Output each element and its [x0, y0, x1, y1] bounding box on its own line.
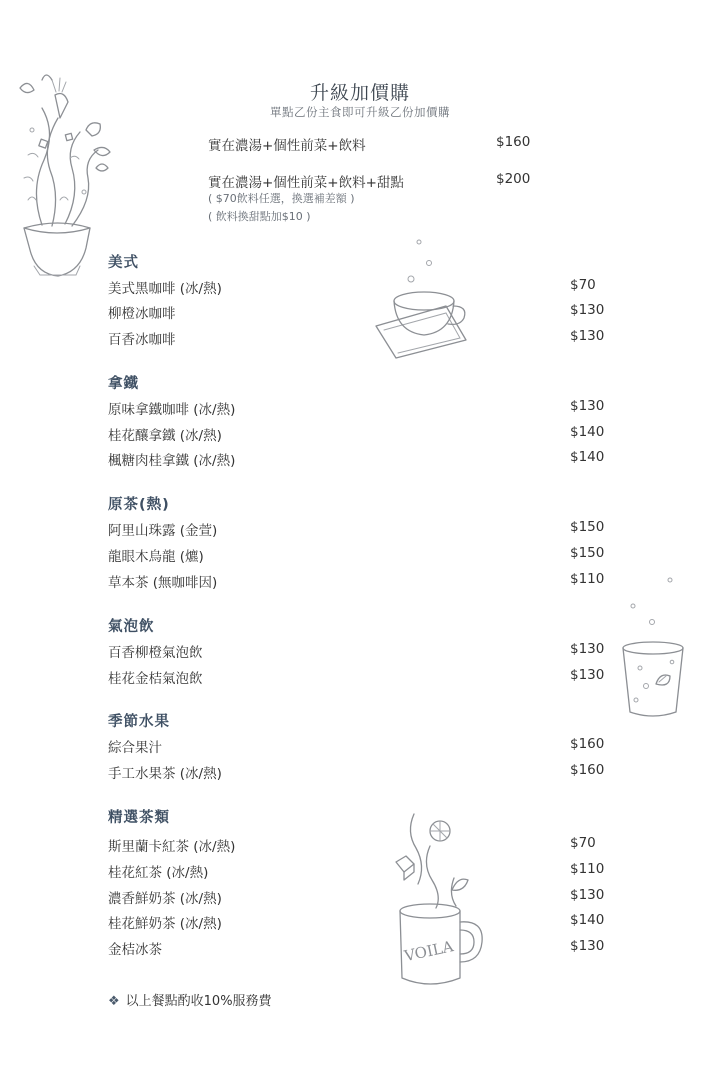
section-title-americano: 美式 [108, 255, 139, 271]
page-subtitle: 單點乙份主食即可升級乙份加價購 [270, 105, 450, 119]
menu-item-price: $130 [570, 398, 605, 414]
upgrade-item-name: 實在濃湯+個性前菜+飲料+甜點 [208, 175, 404, 191]
menu-item-name: 楓糖肉桂拿鐵 (冰/熱) [108, 453, 236, 469]
upgrade-item-price: $160 [496, 134, 531, 150]
menu-item-price: $130 [570, 302, 605, 318]
menu-item-price: $130 [570, 887, 605, 903]
menu-item-price: $150 [570, 545, 605, 561]
upgrade-note: ( 飲料換甜點加$10 ) [208, 210, 311, 223]
menu-item-name: 阿里山珠露 (金萱) [108, 523, 218, 539]
page-title: 升級加價購 [309, 82, 410, 104]
menu-item-price: $130 [570, 667, 605, 683]
upgrade-item-name: 實在濃湯+個性前菜+飲料 [208, 138, 366, 154]
menu-item-name: 桂花金桔氣泡飲 [108, 671, 203, 687]
menu-item-name: 手工水果茶 (冰/熱) [108, 766, 222, 782]
menu-item-price: $150 [570, 519, 605, 535]
footer-note-text: 以上餐點酌收10%服務費 [125, 994, 272, 1009]
menu-item-name: 美式黑咖啡 (冰/熱) [108, 281, 222, 297]
mug-lettering: VOILA [402, 937, 455, 966]
menu-item-name: 百香冰咖啡 [108, 332, 176, 348]
upgrade-note: ( $70飲料任選，換選補差額 ) [208, 192, 355, 205]
menu-item-name: 綜合果汁 [108, 740, 162, 756]
menu-item-price: $140 [570, 424, 605, 440]
menu-item-name: 龍眼木烏龍 (爊) [108, 549, 204, 565]
menu-item-name: 草本茶 (無咖啡因) [108, 575, 218, 591]
menu-item-name: 桂花鮮奶茶 (冰/熱) [108, 916, 222, 932]
menu-item-price: $110 [570, 571, 605, 587]
menu-item-price: $140 [570, 912, 605, 928]
menu-item-price: $140 [570, 449, 605, 465]
menu-item-price: $130 [570, 328, 605, 344]
upgrade-item-price: $200 [496, 171, 531, 187]
menu-item-name: 桂花釀拿鐵 (冰/熱) [108, 428, 222, 444]
menu-item-price: $160 [570, 762, 605, 778]
menu-item-price: $110 [570, 861, 605, 877]
section-title-selected-tea: 精選茶類 [108, 810, 170, 826]
menu-item-price: $70 [570, 277, 596, 293]
menu-item-name: 斯里蘭卡紅茶 (冰/熱) [108, 839, 236, 855]
menu-item-price: $70 [570, 835, 596, 851]
menu-item-price: $160 [570, 736, 605, 752]
menu-item-name: 原味拿鐵咖啡 (冰/熱) [108, 402, 236, 418]
menu-item-price: $130 [570, 641, 605, 657]
menu-item-price: $130 [570, 938, 605, 954]
menu-item-name: 金桔冰茶 [108, 942, 162, 958]
section-title-sparkling: 氣泡飲 [108, 619, 155, 635]
section-title-seasonal-fruit: 季節水果 [108, 714, 170, 730]
menu-item-name: 桂花紅茶 (冰/熱) [108, 865, 209, 881]
section-title-original-tea: 原茶(熱) [108, 497, 170, 513]
menu-item-name: 柳橙冰咖啡 [108, 306, 176, 322]
section-title-latte: 拿鐵 [108, 376, 139, 392]
menu-item-name: 濃香鮮奶茶 (冰/熱) [108, 891, 222, 907]
diamond-bullet-icon: ❖ [108, 994, 120, 1009]
menu-item-name: 百香柳橙氣泡飲 [108, 645, 203, 661]
